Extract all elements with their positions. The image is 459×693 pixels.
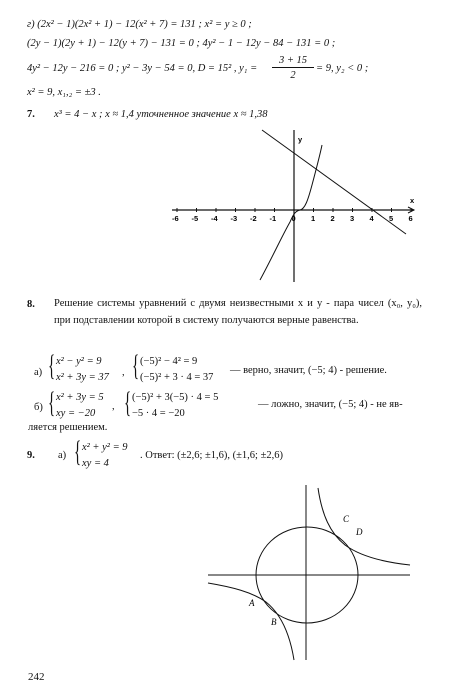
task9-a-label: а)	[58, 450, 67, 461]
task9-number: 9.	[27, 450, 35, 461]
graph7-tick-label: -4	[211, 214, 218, 223]
task8-b-result: — ложно, значит, (−5; 4) - не яв-	[258, 399, 403, 410]
graph9-label-c: C	[343, 514, 350, 524]
graph7-tick-label: -3	[230, 214, 238, 223]
part-g-line1: г) (2x² − 1)(2x² + 1) − 12(x² + 7) = 131 ; x² = y ≥ 0 ;	[27, 19, 252, 30]
part-g-line2: (2y − 1)(2y + 1) − 12(y + 7) − 131 = 0 ; 4y² − 1 − 12y − 84 − 131 = 0 ;	[27, 38, 336, 49]
task8-a-result: — верно, значит, (−5; 4) - решение.	[230, 365, 387, 376]
task8-b-check1: (−5)² + 3(−5) · 4 = 5	[132, 392, 219, 403]
task8-b-sys1: x² + 3y = 5	[56, 392, 104, 403]
graph7-tick-label: -6	[172, 214, 179, 223]
graph7-tick-label: 4	[369, 214, 374, 223]
task8-a-brace: {	[48, 349, 56, 382]
graph7-y-label: y	[298, 135, 303, 144]
task9-brace: {	[74, 435, 82, 468]
graph7-tick-label: -1	[269, 214, 277, 223]
task8-b-result2: ляется решением.	[28, 422, 108, 433]
fraction-numerator: 3 + 15	[272, 54, 314, 68]
part-g-line3a: 4y² − 12y − 216 = 0 ; y² − 3y − 54 = 0, D = 15² , y₁ =	[27, 63, 258, 74]
graph7-x-label: x	[410, 196, 415, 205]
task9-answer: . Ответ: (±2,6; ±1,6), (±1,6; ±2,6)	[140, 450, 283, 461]
graph9-label-b: B	[271, 617, 277, 627]
task8-a-check-brace: {	[132, 349, 140, 382]
graph7-tick-label: 1	[311, 214, 316, 223]
page-number: 242	[28, 671, 45, 683]
graph7-tick-label: 0	[291, 214, 296, 223]
graph9-label-a: A	[249, 598, 255, 608]
task9-sys2: xy = 4	[82, 458, 109, 469]
task8-text: Решение системы уравнений с двумя неизвестными x и y - пара чисел (x₀, y₀), при подставлении которой в систему получаются верные равенства.	[54, 298, 422, 326]
task8-a-check2: (−5)² + 3 · 4 = 37	[140, 372, 214, 383]
task8-b-check-brace: {	[124, 386, 132, 419]
graph7-tick-label: -5	[191, 214, 199, 223]
task8-a-sys2: x² + 3y = 37	[56, 372, 109, 383]
task8-a-label: а)	[34, 367, 43, 378]
graph9-hyperbola-branch-1	[318, 488, 410, 565]
graph7-tick-label: 2	[330, 214, 335, 223]
graph7-tick-label: 6	[408, 214, 413, 223]
fraction-denominator: 2	[290, 70, 296, 81]
part-g-line3b: = 9, y₂ < 0 ;	[316, 63, 369, 74]
part-g-line4: x² = 9, x₁,₂ = ±3 .	[27, 87, 101, 98]
task8-a-check1: (−5)² − 4² = 9	[140, 356, 198, 367]
graph7-tick-label: -2	[250, 214, 257, 223]
task7-text: x³ = 4 − x ; x ≈ 1,4 уточненное значение x ≈ 1,38	[54, 109, 268, 120]
graph9-label-d: D	[356, 527, 363, 537]
task8-b-check2: −5 · 4 = −20	[132, 408, 185, 419]
task8-b-label: б)	[34, 402, 43, 413]
graph7-tick-label: 5	[389, 214, 394, 223]
task8-a-sys1: x² − y² = 9	[56, 356, 102, 367]
task8-b-brace: {	[48, 386, 56, 419]
graph7-tick-label: 3	[350, 214, 355, 223]
task8-b-sys2: xy = −20	[56, 408, 96, 419]
task9-sys1: x² + y² = 9	[82, 442, 128, 453]
graph9-hyperbola-branch-2	[208, 583, 294, 660]
task7-number: 7.	[27, 109, 35, 120]
task8-number: 8.	[27, 299, 35, 310]
